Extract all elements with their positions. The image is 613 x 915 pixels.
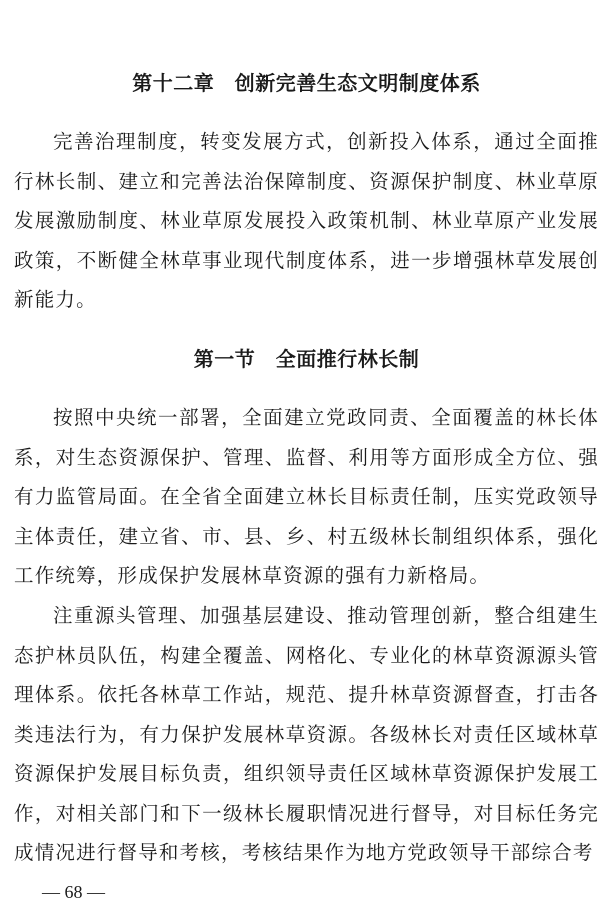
- chapter-title: 第十二章 创新完善生态文明制度体系: [132, 71, 481, 95]
- page-number: — 68 —: [42, 882, 105, 902]
- paragraph-forest-chief-system: 按照中央统一部署，全面建立党政同责、全面覆盖的林长体系，对生态资源保护、管理、监督、利用等方面形成全方位、强有力监管局面。在全省全面建立林长目标责任制，压实党政领导主体责任，建立省、市、县、乡、村五级林长制组织体系，强化工作统筹，形成保护发展林草资源的强有力新格局。: [14, 406, 599, 587]
- document-page: [14, 0, 599, 915]
- section-title: 第一节 全面推行林长制: [193, 347, 420, 371]
- paragraph-source-management: 注重源头管理、加强基层建设、推动管理创新，整合组建生态护林员队伍，构建全覆盖、网格化、专业化的林草资源源头管理体系。依托各林草工作站，规范、提升林草资源督查，打击各类违法行为，有力保护发展林草资源。各级林长对责任区域林草资源保护发展目标负责，组织领导责任区域林草资源保护发展工作，对相关部门和下一级林长履职情况进行督导，对目标任务完成情况进行督导和考核，考核结果作为地方党政领导干部综合考: [14, 604, 599, 864]
- paragraph-intro: 完善治理制度，转变发展方式，创新投入体系，通过全面推行林长制、建立和完善法治保障制度、资源保护制度、林业草原发展激励制度、林业草原发展投入政策机制、林业草原产业发展政策，不断健全林草事业现代制度体系，进一步增强林草发展创新能力。: [14, 130, 599, 311]
